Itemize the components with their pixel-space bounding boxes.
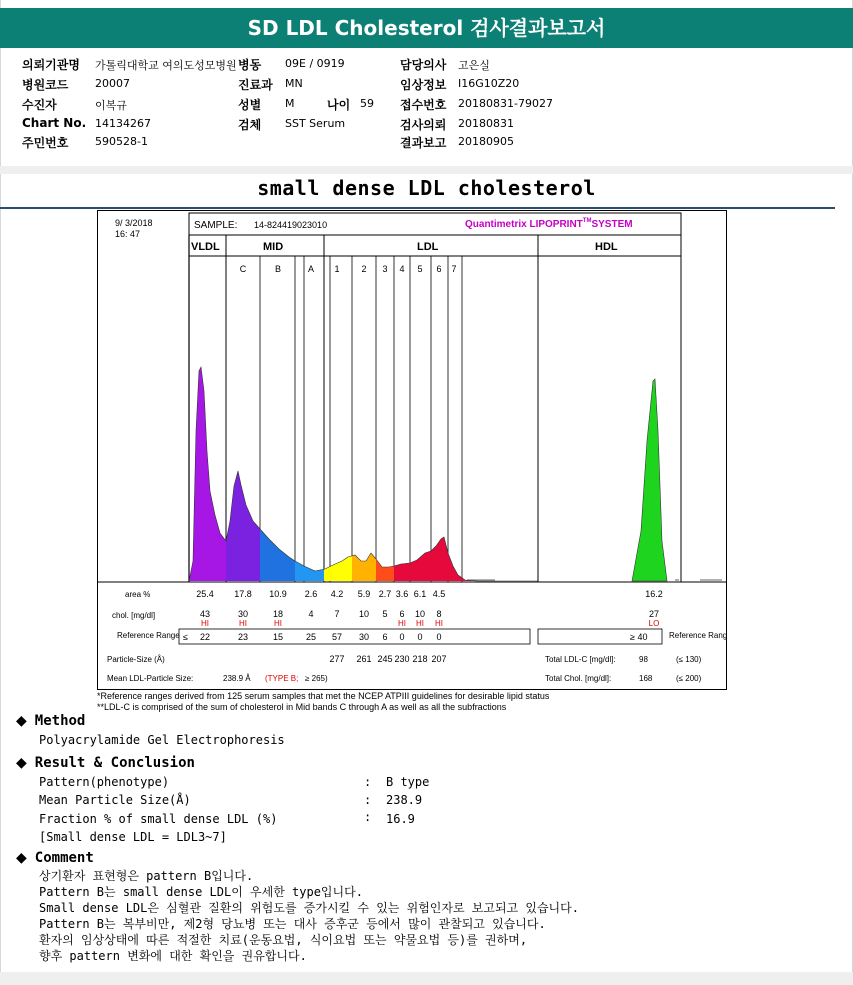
info-value: MN xyxy=(285,77,303,90)
info-value: SST Serum xyxy=(285,117,346,130)
info-label: 병원코드 xyxy=(22,78,69,92)
total-ldl-ref: (≤ 130) xyxy=(676,655,702,664)
bottom-separator xyxy=(0,972,853,985)
reference-value: 22 xyxy=(199,632,211,642)
chol-flag: HI xyxy=(398,619,406,628)
footnote-2: **LDL-C is comprised of the sum of cholesterol in Mid bands C through A as well as all the subfractions xyxy=(97,702,507,712)
result-colon: : xyxy=(364,793,372,807)
reference-value: 15 xyxy=(272,632,284,642)
total-chol-ref: (≤ 200) xyxy=(676,674,702,683)
area-value: 5.9 xyxy=(357,589,371,599)
area-value: 3.6 xyxy=(395,589,409,599)
row-label-particle: Particle-Size (Å) xyxy=(107,655,165,664)
row-label-chol: chol. [mg/dl] xyxy=(112,611,156,620)
chol-value: 4 xyxy=(308,609,314,619)
hdl-reference: ≥ 40 xyxy=(630,632,648,642)
row-label-mean: Mean LDL-Particle Size: xyxy=(107,674,194,683)
area-value: 2.7 xyxy=(378,589,392,599)
result-value: B type xyxy=(386,775,430,789)
info-label: 담당의사 xyxy=(400,58,447,72)
area-value: 25.4 xyxy=(196,589,214,599)
footnote-1: *Reference ranges derived from 125 serum samples that met the NCEP ATPIII guidelines for desirable lipid status xyxy=(97,691,550,701)
area-value: 16.2 xyxy=(645,589,663,599)
comment-line: Pattern B는 small dense LDL이 우세한 type입니다. xyxy=(39,885,363,899)
total-chol-label: Total Chol. [mg/dl]: xyxy=(545,674,612,683)
particle-size: 245 xyxy=(377,654,393,664)
total-ldl-label: Total LDL-C [mg/dl]: xyxy=(545,655,616,664)
info-value: 14134267 xyxy=(95,117,151,130)
chol-flag: HI xyxy=(201,619,209,628)
comment-line: 향후 pattern 변화에 대한 확인을 권유합니다. xyxy=(39,949,307,963)
comment-line: Pattern B는 복부비만, 제2형 당뇨병 또는 대사 증후군 등에서 많이 관찰되고 있습니다. xyxy=(39,917,546,931)
info-value: 고은실 xyxy=(458,59,490,72)
diamond-icon: ◆ xyxy=(16,713,27,729)
row-label-reference: Reference Range xyxy=(117,631,180,640)
group-hdl: HDL xyxy=(595,241,618,253)
band-label: 3 xyxy=(382,264,388,274)
reference-right-label: Reference Range xyxy=(669,631,727,640)
info-label: 주민번호 xyxy=(22,136,69,150)
info-label: 임상정보 xyxy=(400,78,447,92)
subtitle-underline xyxy=(0,207,835,209)
lipoprint-svg xyxy=(97,210,727,692)
reference-value: 57 xyxy=(331,632,343,642)
patient-info xyxy=(0,50,853,166)
reference-prefix: ≤ xyxy=(183,632,188,642)
reference-value: 23 xyxy=(237,632,249,642)
info-label: 검사의뢰 xyxy=(400,118,447,132)
diamond-icon: ◆ xyxy=(16,850,27,866)
particle-size: 277 xyxy=(329,654,345,664)
chol-flag: HI xyxy=(435,619,443,628)
chart-frame xyxy=(98,211,727,690)
info-value: 20180831-79027 xyxy=(458,97,553,110)
comment-line: 상기환자 표현형은 pattern B입니다. xyxy=(39,869,254,883)
info-label: 검체 xyxy=(238,118,262,132)
method-heading: ◆ Method xyxy=(16,713,86,729)
info-value: 09E / 0919 xyxy=(285,57,345,70)
result-note: [Small dense LDL = LDL3~7] xyxy=(39,830,227,844)
sample-id: 14-824419023010 xyxy=(254,220,328,230)
band-label: 5 xyxy=(417,264,423,274)
info-value: 20180831 xyxy=(458,117,514,130)
particle-size: 230 xyxy=(394,654,410,664)
lipoprint-chart xyxy=(97,210,727,692)
total-ldl-value: 98 xyxy=(639,655,648,664)
area-value: 4.5 xyxy=(432,589,446,599)
reference-value: 30 xyxy=(358,632,370,642)
result-colon: : xyxy=(364,810,372,824)
band-label: 6 xyxy=(436,264,442,274)
info-value: 20007 xyxy=(95,77,130,90)
info-label: 성별 xyxy=(238,98,262,112)
chol-value: 8 xyxy=(436,609,442,619)
chart-date: 9/ 3/2018 xyxy=(115,218,153,228)
comment-heading: ◆ Comment xyxy=(16,850,94,866)
result-colon: : xyxy=(364,775,372,789)
brand-name: Quantimetrix LIPOPRINT™SYSTEM xyxy=(465,218,633,230)
reference-value: 0 xyxy=(417,632,423,642)
info-value: 이복규 xyxy=(95,99,127,112)
chol-value: 43 xyxy=(199,609,211,619)
info-value: 가톨릭대학교 여의도성모병원 xyxy=(95,59,237,72)
chart-time: 16: 47 xyxy=(115,229,141,239)
info-label: 병동 xyxy=(238,58,262,72)
chol-value: 30 xyxy=(237,609,249,619)
report-title: SD LDL Cholesterol 검사결과보고서 xyxy=(0,8,853,48)
result-label: Fraction % of small dense LDL (%) xyxy=(39,812,278,826)
band-label: A xyxy=(307,264,315,274)
mean-ref: ≥ 265) xyxy=(305,674,328,683)
reference-value: 6 xyxy=(382,632,388,642)
total-chol-value: 168 xyxy=(639,674,653,683)
sample-label: SAMPLE: xyxy=(194,220,238,231)
chol-value: 10 xyxy=(358,609,370,619)
reference-value: 0 xyxy=(399,632,405,642)
info-value: 20180905 xyxy=(458,135,514,148)
result-label: Mean Particle Size(Å) xyxy=(39,793,191,807)
info-label: 진료과 xyxy=(238,78,273,92)
row-label-area: area % xyxy=(125,590,151,599)
area-value: 17.8 xyxy=(234,589,252,599)
info-value: 590528-1 xyxy=(95,135,148,148)
band-label: 4 xyxy=(399,264,405,274)
method-text: Polyacrylamide Gel Electrophoresis xyxy=(39,733,285,747)
comment-line: Small dense LDL은 심혈관 질환의 위험도를 증가시킬 수 있는 위험인자로 보고되고 있습니다. xyxy=(39,901,579,915)
group-vldl: VLDL xyxy=(191,241,220,253)
info-label: 수진자 xyxy=(22,98,57,112)
particle-size: 207 xyxy=(431,654,447,664)
area-value: 2.6 xyxy=(304,589,318,599)
mean-type: (TYPE B; xyxy=(265,674,299,683)
info-label: 접수번호 xyxy=(400,98,447,112)
reference-value: 0 xyxy=(436,632,442,642)
chol-flag: HI xyxy=(239,619,247,628)
area-value: 10.9 xyxy=(269,589,287,599)
comment-line: 환자의 임상상태에 따른 적절한 치료(운동요법, 식이요법 또는 약물요법 등)를 권하며, xyxy=(39,933,528,947)
result-value: 16.9 xyxy=(386,812,415,826)
band-label: 2 xyxy=(361,264,367,274)
info-label: 의뢰기관명 xyxy=(22,58,80,72)
chol-flag: HI xyxy=(274,619,282,628)
subtitle: small dense LDL cholesterol xyxy=(257,176,596,200)
chol-value: 5 xyxy=(382,609,388,619)
chol-value: 7 xyxy=(334,609,340,619)
info-value: I16G10Z20 xyxy=(458,77,520,90)
reference-value: 25 xyxy=(305,632,317,642)
info-label: 나이 xyxy=(327,98,351,112)
particle-size: 218 xyxy=(412,654,428,664)
area-value: 4.2 xyxy=(330,589,344,599)
chol-value: 18 xyxy=(272,609,284,619)
result-value: 238.9 xyxy=(386,793,423,807)
particle-size: 261 xyxy=(356,654,372,664)
group-ldl: LDL xyxy=(417,241,439,253)
area-value: 6.1 xyxy=(413,589,427,599)
group-mid: MID xyxy=(263,241,284,253)
info-value: 59 xyxy=(360,97,374,110)
band-label: 1 xyxy=(334,264,340,274)
diamond-icon: ◆ xyxy=(16,755,27,771)
chol-value: 27 xyxy=(648,609,660,619)
chol-value: 6 xyxy=(399,609,405,619)
chol-flag: HI xyxy=(416,619,424,628)
info-label: 결과보고 xyxy=(400,136,447,150)
band-label: C xyxy=(239,264,247,274)
mean-size: 238.9 Å xyxy=(223,674,251,683)
result-label: Pattern(phenotype) xyxy=(39,775,170,789)
chol-value: 10 xyxy=(414,609,426,619)
band-label: 7 xyxy=(451,264,457,274)
info-label: Chart No. xyxy=(22,116,87,130)
info-value: M xyxy=(285,97,295,110)
band-label: B xyxy=(274,264,282,274)
section-separator xyxy=(0,166,853,174)
result-heading: ◆ Result & Conclusion xyxy=(16,755,195,771)
chol-flag: LO xyxy=(648,619,660,628)
